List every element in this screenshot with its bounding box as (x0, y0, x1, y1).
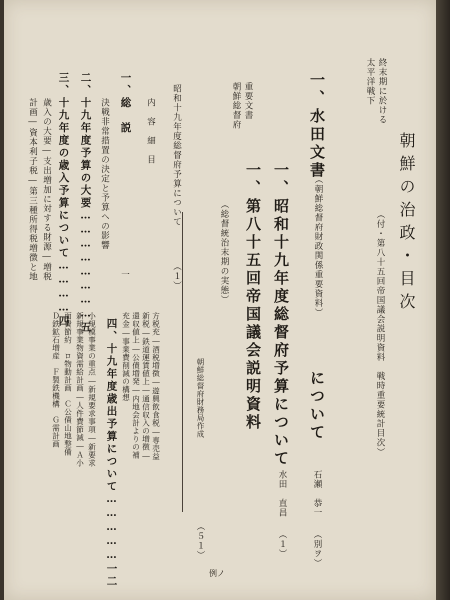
main-title: 朝鮮の治政・目次 (397, 132, 416, 316)
series-prefix: 太平洋戦下 (365, 58, 375, 106)
section-4-line-6: 新規事業物資需給計画―人件費節減―Ａ小 (75, 312, 85, 467)
section-4-heading: 四、十九年度歳出予算について……………一二 (105, 318, 118, 588)
section-4-line-3: 還収値上―公債増発―内地会計よりの補 (131, 312, 141, 459)
entry-1-note: （朝鮮総督府財政関係重要資料） (313, 175, 323, 318)
book-edge (436, 0, 450, 600)
sub-contents-label: 内 容 細 目 (145, 98, 156, 165)
section-4-line-1: 方税充―酒税増徴―遊興飲食税―専売益 (151, 312, 161, 461)
section-4-line-2: 新税―鉄道運賃値上―通信収入の増徴― (141, 312, 151, 461)
entry-3-note: （総督統治末期の実態） (219, 200, 229, 305)
section-4-line-8: Ｄ鉄鉱石増産 Ｆ製鉄機構 Ｇ需計画 (51, 312, 61, 448)
entry-1-label: 一、水田文書 (308, 72, 326, 180)
entry-2-label: 一、昭和十九年度総督府予算について (272, 162, 290, 468)
entry-2-page: （１） (277, 530, 287, 559)
section-1-page: 一 (119, 270, 130, 280)
entry-3-label: 一、第八十五回帝国議会説明資料 (244, 162, 262, 432)
section-1-line-1: 決戦非常措置の決定と予算への影響 (99, 98, 110, 250)
entry-3-page: （５１） (195, 522, 205, 560)
entry-2-author: 水田 直昌 (277, 470, 287, 518)
series-suffix: 終末期に於ける (377, 58, 387, 125)
entry-1-page: （別ヲ） (312, 530, 322, 568)
section-1-line-4: 歳入の大要―支出増加に対する財源―増税 (41, 98, 52, 282)
subtitle: （付・第八十五回帝国議会説明資料 戦時重要統計目次） (375, 210, 385, 457)
document-page (4, 0, 436, 600)
section-1-line-2: 二、十九年度予算の大要……………………五 (79, 72, 92, 334)
section-4-line-7: 面費節約 ロ物動計画 Ｃ公債山地整備 (63, 312, 73, 456)
section-4-line-5: 小規模事業の重点―新規要求事項―新要求 (87, 312, 97, 467)
source-line-1: 朝鮮総督府 (231, 82, 241, 130)
sub-header: 昭和十九年度総督府予算について (171, 84, 182, 227)
entry-3-author: 朝鮮総督府財務局作成 (196, 358, 205, 438)
sub-header-page: （１） (171, 262, 182, 291)
section-4-line-4: 充金―事業費削減の構想 (121, 312, 131, 402)
section-1-line-3: 三、十九年度の歳入予算について…………四 (57, 72, 70, 328)
entry-1-author: 石瀬 恭一 (312, 470, 322, 518)
section-1-heading: 一、総 説 (119, 72, 132, 135)
section-1-line-5: 計画―資本利子税―第三種所得税増徴と地 (27, 98, 38, 282)
page-number: 例ノ (209, 569, 225, 578)
source-line-2: 重要文書 (243, 82, 253, 120)
column-separator (182, 212, 183, 512)
entry-1-suffix: について (308, 370, 326, 442)
